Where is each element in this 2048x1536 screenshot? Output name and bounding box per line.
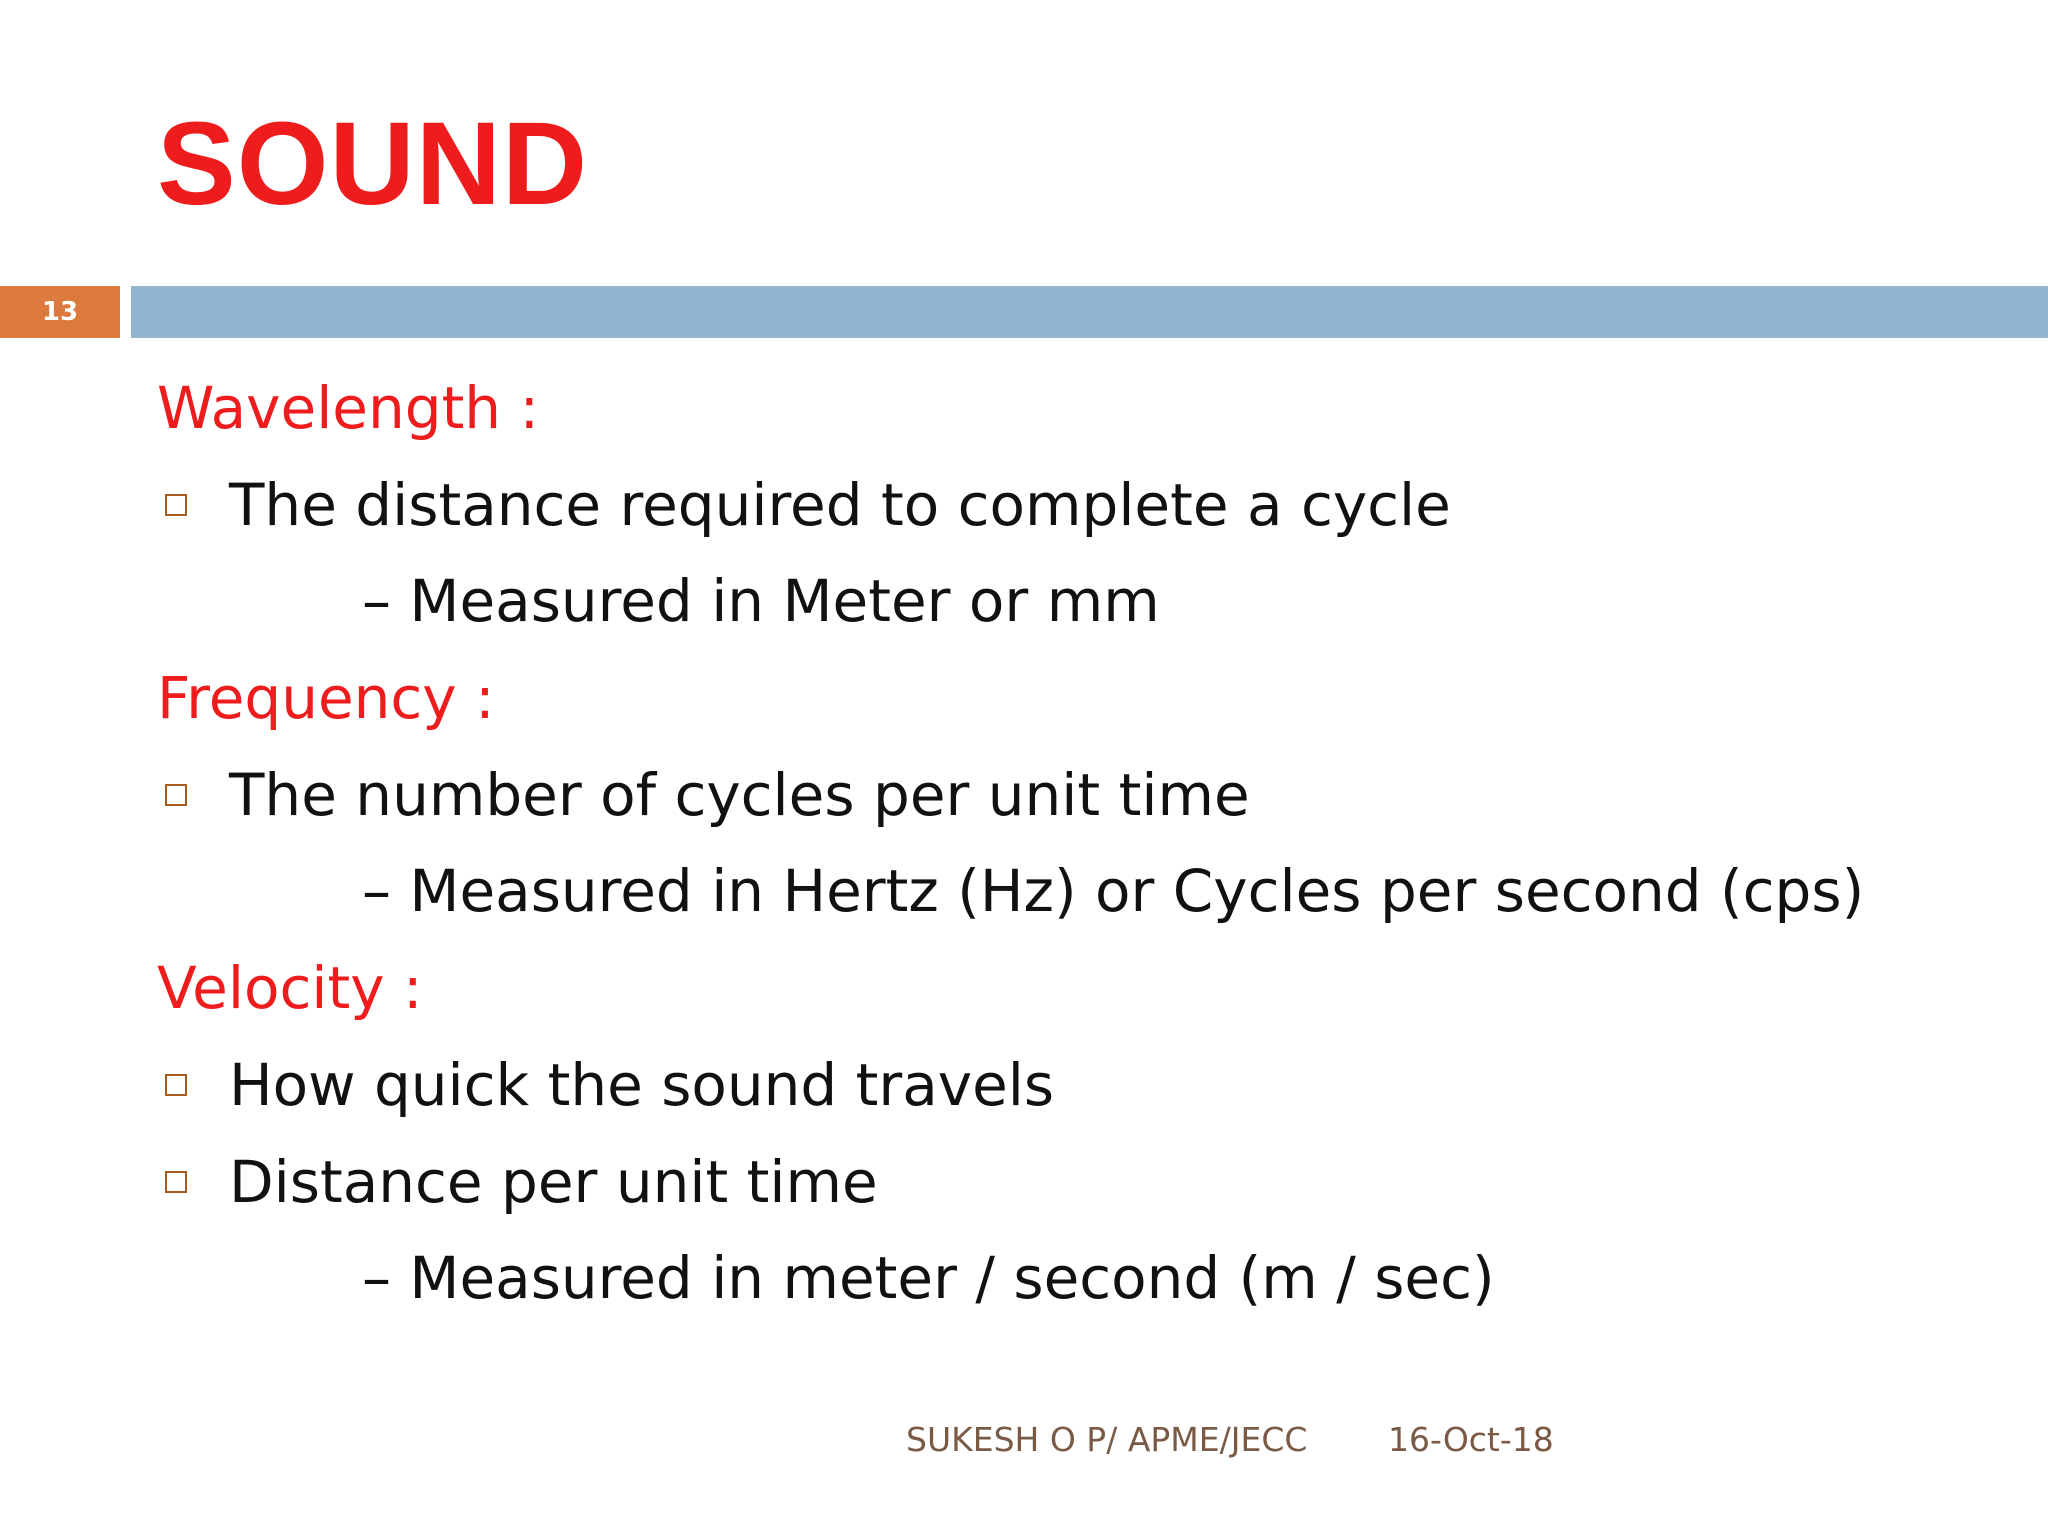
sub-bullet-text: – Measured in Meter or mm (362, 567, 1160, 635)
bullet-item (157, 1036, 2017, 1133)
bullet-item (157, 456, 2017, 553)
footer-author: SUKESH O P/ APME/JECC (906, 1420, 1308, 1459)
slide-title: SOUND (157, 98, 589, 230)
section-heading-wavelength: Wavelength : (157, 374, 540, 442)
bullet-text: How quick the sound travels (229, 1050, 1055, 1119)
bullet-text: Distance per unit time (229, 1147, 878, 1216)
square-bullet-icon (165, 1171, 187, 1193)
bullet-item (157, 1133, 2017, 1230)
bullet-item (157, 746, 2017, 843)
bullet-text: The distance required to complete a cycle (229, 470, 1451, 539)
square-bullet-icon (165, 784, 187, 806)
square-bullet-icon (165, 494, 187, 516)
sub-bullet-text: – Measured in meter / second (m / sec) (362, 1244, 1495, 1312)
square-bullet-icon (165, 1074, 187, 1096)
section-heading-velocity: Velocity : (157, 954, 423, 1022)
slide-number-badge (0, 286, 120, 338)
footer-date: 16-Oct-18 (1388, 1420, 1554, 1459)
bullet-text: The number of cycles per unit time (229, 760, 1250, 829)
slide-number: 13 (41, 297, 79, 327)
section-heading-frequency: Frequency : (157, 664, 495, 732)
slide-content (157, 360, 2017, 1327)
sub-bullet-text: – Measured in Hertz (Hz) or Cycles per second (cps) (362, 857, 1865, 925)
header-divider-bar (131, 286, 2048, 338)
